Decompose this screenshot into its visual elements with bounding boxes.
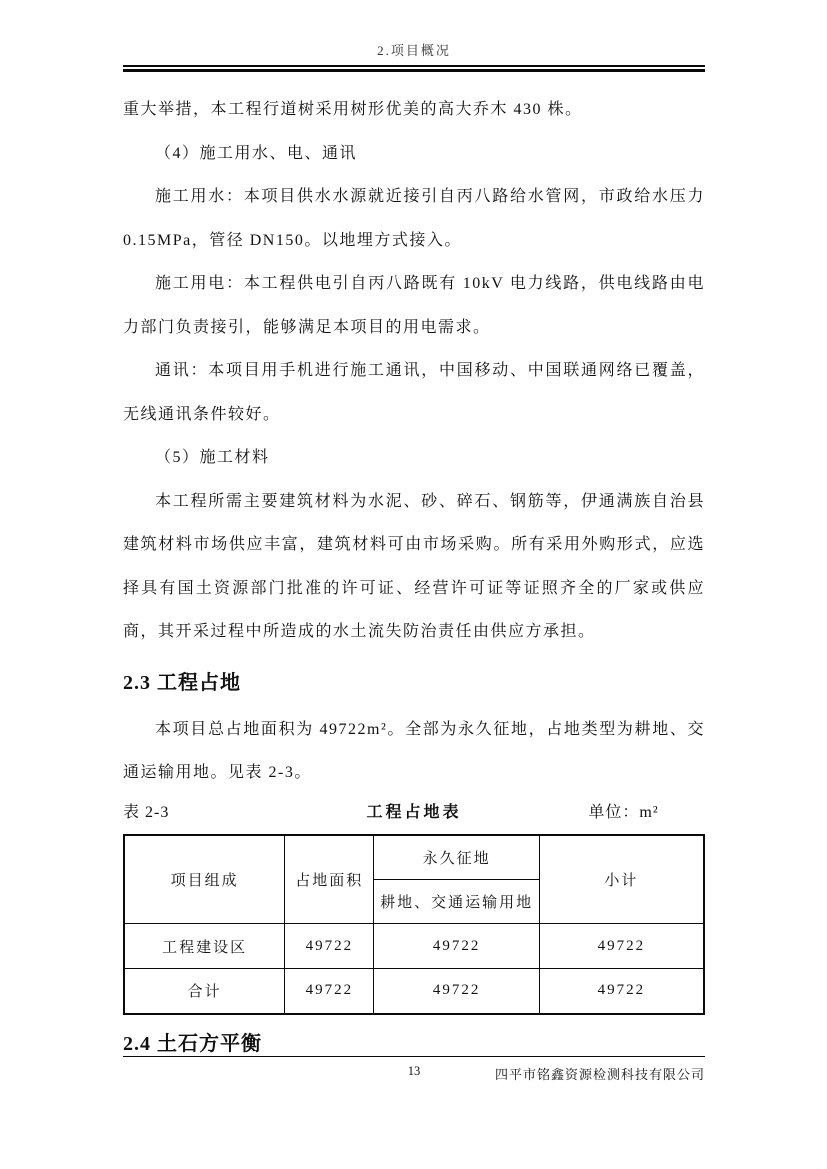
footer-company-name: 四平市铭鑫资源检测科技有限公司 [494,1067,705,1082]
table-cell-area: 49722 [285,924,374,969]
table-cell-subtotal: 49722 [539,969,704,1014]
table-cell-permanent: 49722 [374,969,539,1014]
section-heading-2-3: 2.3 工程占地 [123,671,241,694]
paragraph-trees-continuation: 重大举措，本工程行道树采用树形优美的高大乔木 430 株。 [123,101,583,118]
list-item-5-materials: （5）施工材料 [155,449,270,466]
th-permanent-acquisition: 永久征地 [374,835,539,880]
table-caption-unit: 单位：m² [588,803,659,821]
header-chapter-title: 2.项目概况 [377,43,451,58]
land-occupation-table [123,834,705,1015]
table-cell-row-name: 合计 [124,969,285,1014]
paragraph-construction-power: 施工用电：本工程供电引自丙八路既有 10kV 电力线路，供电线路由电力部门负责接引，能够满足本项目的用电需求。 [123,275,705,336]
table-cell-subtotal: 49722 [539,924,704,969]
paragraph-communication: 通讯：本项目用手机进行施工通讯，中国移动、中国联通网络已覆盖，无线通讯条件较好。 [123,362,705,423]
table-header-row-1 [124,835,704,880]
th-land-area: 占地面积 [285,835,374,924]
page-content [123,88,705,1059]
section-heading-2-4: 2.4 土石方平衡 [123,1032,262,1055]
table-cell-permanent: 49722 [374,924,539,969]
th-subtotal: 小计 [539,835,704,924]
paragraph-land-occupation: 本项目总占地面积为 49722m²。全部为永久征地，占地类型为耕地、交通运输用地。见表 2-3。 [123,720,705,781]
th-project-composition: 项目组成 [124,835,285,924]
table-caption-label: 表 2-3 [123,803,170,821]
table-caption [123,801,705,825]
table-caption-title: 工程占地表 [366,803,462,821]
table-row-construction-zone [124,924,704,969]
list-item-4-utilities: （4）施工用水、电、通讯 [155,144,358,162]
header-double-rule [123,65,705,72]
th-land-types: 耕地、交通运输用地 [374,880,539,924]
table-cell-row-name: 工程建设区 [124,924,285,969]
running-footer [123,1056,705,1090]
running-header [123,40,705,72]
paragraph-construction-materials: 本工程所需主要建筑材料为水泥、砂、碎石、钢筋等，伊通满族自治县建筑材料市场供应丰富，建筑材料可由市场采购。所有采用外购形式，应选择具有国土资源部门批准的许可证、经营许可证等证照齐全的厂家或供应商，其开采过程中所造成的水土流失防治责任由供应方承担。 [123,492,705,640]
paragraph-construction-water: 施工用水：本项目供水水源就近接引自丙八路给水管网，市政给水压力 0.15MPa，管径 DN150。以地埋方式接入。 [123,188,705,249]
table-cell-area: 49722 [285,969,374,1014]
table-row-total [124,969,704,1014]
page-number: 13 [407,1064,421,1078]
